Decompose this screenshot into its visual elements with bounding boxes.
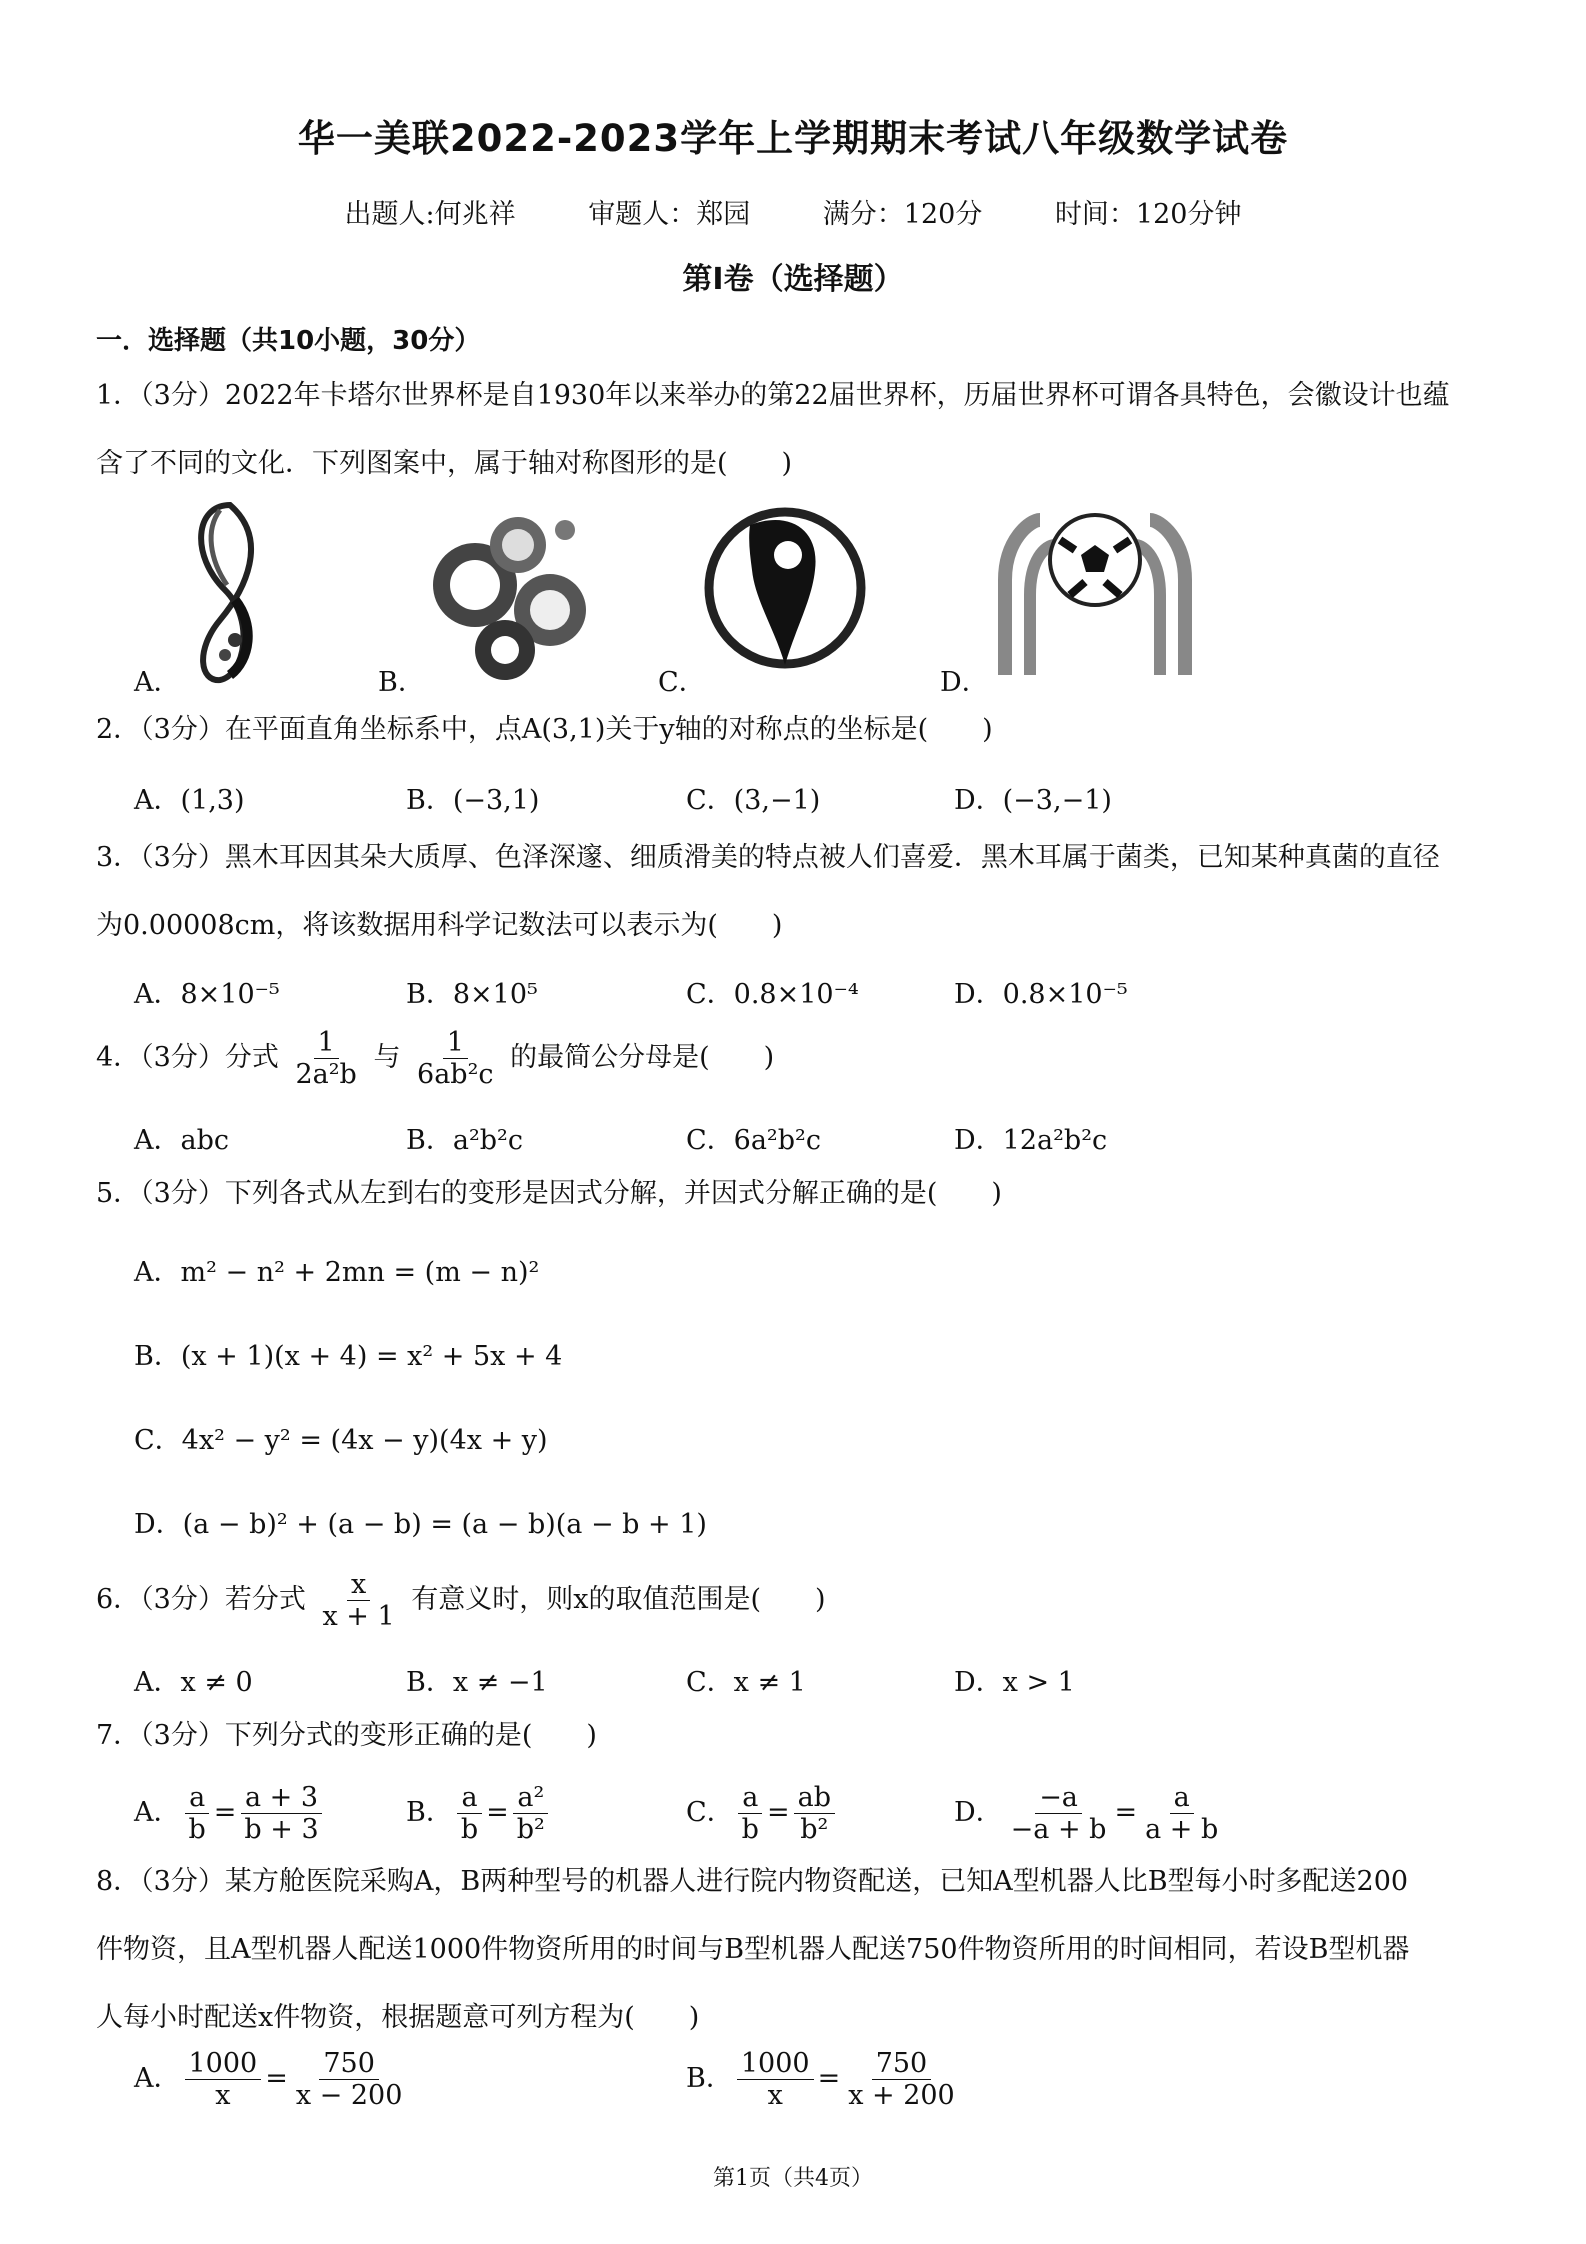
- q3-option-c: C．0.8×10⁻⁴: [686, 979, 859, 1010]
- q2-option-b: B．(−3,1): [406, 785, 540, 816]
- q8-b-d2: x + 200: [848, 2080, 955, 2112]
- q8-a-n2: 750: [319, 2048, 379, 2080]
- q3-line2: 为0.00008cm，将该数据用科学记数法可以表示为( ): [96, 910, 783, 941]
- qatar-emblem-icon: [175, 500, 285, 690]
- q7-c-d1: b: [741, 1814, 759, 1846]
- q3-option-a: A．8×10⁻⁵: [134, 979, 280, 1010]
- q4-option-b: B．a²b²c: [406, 1125, 523, 1156]
- korea-japan-emblem-icon: [700, 500, 870, 675]
- q7-option-c: C． $\frac{a}{b}$ = $\frac{ab}{\text{b²}}$: [686, 1782, 839, 1845]
- question-6: [96, 1560, 1496, 1640]
- q7-a-d2: b + 3: [244, 1814, 319, 1846]
- q7-b-n2: a²: [513, 1782, 548, 1814]
- q4-pre: 4．（3分）分式: [96, 1042, 279, 1073]
- q8-label-b: B．: [686, 2063, 733, 2095]
- question-8: [96, 1848, 1496, 2052]
- q6-option-c: C．x ≠ 1: [686, 1667, 806, 1698]
- q4-option-d: D．12a²b²c: [954, 1125, 1108, 1156]
- q6-pre: 6．（3分）若分式: [96, 1584, 306, 1615]
- q4-post: 的最简公分母是( ): [510, 1042, 775, 1073]
- q8-a-d2: x − 200: [295, 2080, 403, 2112]
- q8-label-a: A．: [134, 2063, 181, 2095]
- q3-line1: 3．（3分）黑木耳因其朵大质厚、色泽深邃、细质滑美的特点被人们喜爱．黑木耳属于菌类，已知某种真菌的直径: [96, 842, 1440, 873]
- q7-a-n1: a: [185, 1782, 209, 1814]
- q2-option-c: C．(3,−1): [686, 785, 821, 816]
- part-title: 第Ⅰ卷（选择题）: [682, 262, 904, 297]
- q6-post: 有意义时，则x的取值范围是( ): [411, 1584, 826, 1615]
- germany-emblem-icon: [420, 500, 600, 690]
- q7-d-n1: −a: [1035, 1782, 1082, 1814]
- q7-b-d1: b: [460, 1814, 479, 1846]
- reviewer: 审题人：郑园: [588, 199, 751, 230]
- q7-option-a: A． $\frac{a}{b}$ = $\frac{a + 3}{b + 3}$: [134, 1782, 327, 1845]
- q5-option-b: B．(x + 1)(x + 4) = x² + 5x + 4: [134, 1341, 563, 1372]
- q7-d-d2: a + b: [1145, 1814, 1219, 1846]
- q8-b-n2: 750: [872, 2048, 932, 2080]
- q8-b-n1: 1000: [737, 2048, 814, 2080]
- q4-option-a: A．abc: [134, 1125, 230, 1156]
- q7-d-n2: a: [1170, 1782, 1194, 1814]
- q7-c-n1: a: [738, 1782, 762, 1814]
- q7-c-d2: b²: [800, 1814, 829, 1846]
- q1-option-d: D．: [940, 667, 989, 698]
- q1-line2: 含了不同的文化．下列图案中，属于轴对称图形的是( ): [96, 448, 793, 479]
- exam-time: 时间：120分钟: [1054, 199, 1242, 230]
- page-title: 华一美联2022-2023学年上学期期末考试八年级数学试卷: [297, 117, 1289, 160]
- question-5: 5．（3分）下列各式从左到右的变形是因式分解，并因式分解正确的是( ): [96, 1178, 1002, 1209]
- q7-a-d1: b: [188, 1814, 206, 1846]
- q6-den: x + 1: [322, 1601, 395, 1632]
- argentina-emblem-icon: [985, 500, 1205, 680]
- q1-line1: 1．（3分）2022年卡塔尔世界杯是自1930年以来举办的第22届世界杯，历届世界杯可谓各具特色，会徽设计也蕴: [96, 380, 1450, 411]
- q2-option-d: D．(−3,−1): [954, 785, 1112, 816]
- q8-a-n1: 1000: [185, 2048, 262, 2080]
- q4-fraction-1: [291, 1027, 360, 1090]
- q7-label-c: C．: [686, 1797, 734, 1829]
- q4-f2-num: 1: [443, 1027, 468, 1059]
- q1-option-b: B．: [378, 667, 425, 698]
- setter: 出题人:何兆祥: [344, 199, 516, 230]
- q4-f1-den: 2a²b: [295, 1059, 357, 1090]
- full-score: 满分：120分: [822, 199, 983, 230]
- section-heading: 一．选择题（共10小题，30分）: [96, 326, 481, 356]
- q8-line2: 件物资，且A型机器人配送1000件物资所用的时间与B型机器人配送750件物资所用的时间相同，若设B型机器: [96, 1934, 1410, 1965]
- q1-option-c: C．: [658, 667, 706, 698]
- q6-option-b: B．x ≠ −1: [406, 1667, 548, 1698]
- q1-option-a: A．: [134, 667, 181, 698]
- q8-option-b: B． $\frac{1000}{x}$ = $\frac{750}{x + 200}$: [686, 2048, 963, 2111]
- question-4: [96, 1018, 1496, 1098]
- question-1: [96, 362, 1496, 498]
- q3-option-d: D．0.8×10⁻⁵: [954, 979, 1128, 1010]
- q4-fraction-2: [413, 1027, 498, 1090]
- q7-b-d2: b²: [516, 1814, 545, 1846]
- q7-option-b: B． $\frac{a}{b}$ = $\frac{\text{a²}}{\text{b²}}$: [406, 1782, 553, 1845]
- q6-option-a: A．x ≠ 0: [134, 1667, 253, 1698]
- q8-b-d1: x: [767, 2080, 783, 2112]
- q5-option-c: C．4x² − y² = (4x − y)(4x + y): [134, 1425, 548, 1456]
- question-2: 2．（3分）在平面直角坐标系中，点A(3,1)关于y轴的对称点的坐标是( ): [96, 714, 993, 745]
- q4-f2-den: 6ab²c: [417, 1059, 494, 1090]
- q3-option-b: B．8×10⁵: [406, 979, 538, 1010]
- q8-line1: 8．（3分）某方舱医院采购A，B两种型号的机器人进行院内物资配送，已知A型机器人比B型每小时多配送200: [96, 1866, 1409, 1897]
- q6-num: x: [347, 1569, 370, 1601]
- q6-fraction: [318, 1569, 398, 1632]
- q7-a-n2: a + 3: [241, 1782, 322, 1814]
- q7-label-a: A．: [134, 1797, 181, 1829]
- question-3: [96, 824, 1496, 960]
- q5-option-a: A．m² − n² + 2mn = (m − n)²: [134, 1257, 540, 1288]
- q7-label-d: D．: [954, 1797, 1003, 1829]
- question-7: 7．（3分）下列分式的变形正确的是( ): [96, 1720, 597, 1751]
- page-footer: 第1页（共4页）: [713, 2166, 873, 2191]
- q7-option-d: D． $\frac{-a}{-a + b}$ = $\frac{a}{a + b}$: [954, 1782, 1226, 1845]
- q5-option-d: D．(a − b)² + (a − b) = (a − b)(a − b + 1): [134, 1509, 707, 1540]
- q2-option-a: A．(1,3): [134, 785, 245, 816]
- q7-label-b: B．: [406, 1797, 453, 1829]
- q4-mid: 与: [373, 1042, 401, 1073]
- q4-f1-num: 1: [314, 1027, 339, 1059]
- q4-option-c: C．6a²b²c: [686, 1125, 821, 1156]
- exam-meta: [0, 192, 1586, 231]
- q8-a-d1: x: [215, 2080, 231, 2112]
- q6-option-d: D．x > 1: [954, 1667, 1075, 1698]
- q7-d-d1: −a + b: [1010, 1814, 1107, 1846]
- q8-option-a: A． $\frac{1000}{x}$ = $\frac{750}{x - 200}$: [134, 2048, 410, 2111]
- q8-line3: 人每小时配送x件物资，根据题意可列方程为( ): [96, 2002, 700, 2033]
- q7-c-n2: ab: [794, 1782, 835, 1814]
- q7-b-n1: a: [457, 1782, 481, 1814]
